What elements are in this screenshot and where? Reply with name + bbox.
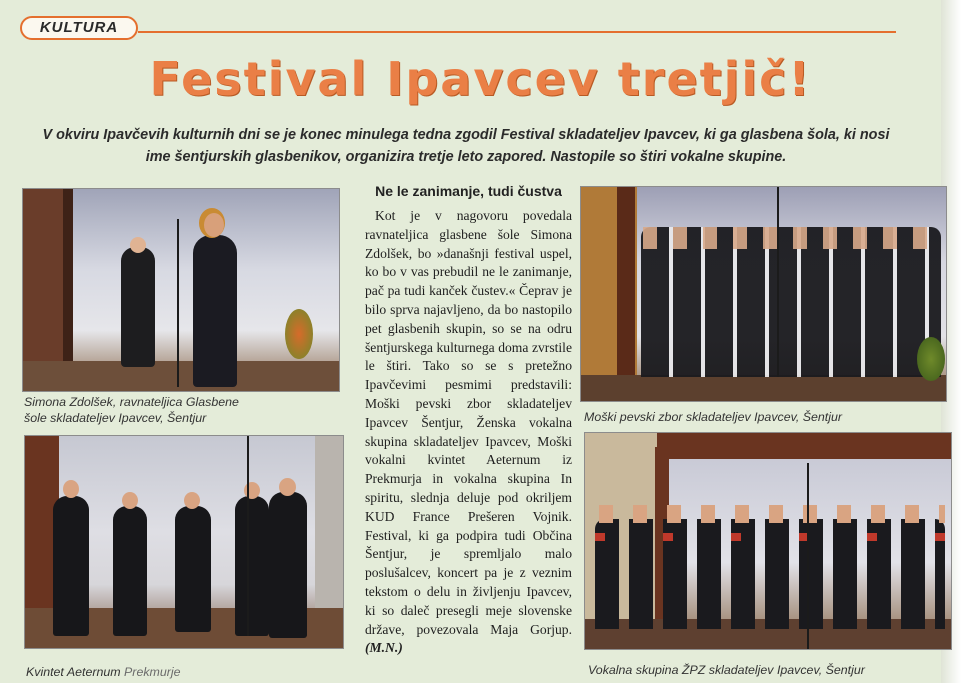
article-signature: (M.N.) (365, 640, 403, 656)
photo-quintet-caption (26, 664, 346, 680)
photo-male-choir-caption: Moški pevski zbor skladateljev Ipavcev, Šentjur (584, 410, 843, 424)
caption-line: šole skladateljev Ipavcev, Šentjur (24, 411, 207, 425)
header-rule (138, 31, 896, 33)
article-column (365, 182, 572, 658)
caption-text: Kvintet Aeternum (26, 665, 121, 679)
section-tag: KULTURA (20, 16, 138, 40)
photo-speaker-caption (24, 394, 344, 426)
headline: Festival Ipavcev tretjič! (149, 52, 812, 106)
photo-womens-choir (584, 432, 952, 650)
article-subhead: Ne le zanimanje, tudi čustva (375, 183, 562, 199)
photo-womens-choir-caption: Vokalna skupina ŽPZ skladateljev Ipavcev, Šentjur (588, 663, 865, 677)
article-body-text: Kot je v nagovoru povedala ravnateljica glasbene šole Simona Zdolšek, bo »današnji festival uspel, ko bo v vas prebudil ne le zanimanje, pač pa tudi kanček čustev.« Čeprav je bilo sprva najavljeno, da bo nastopilo pet glasbenih skupin, so se na odru šentjurskega kulturnega doma zvrstile le štiri. Tako so se s pretežno Ipavčevimi pesmimi predstavili: Moški pevski zbor skladateljev Ipavcev Šentjur, Ženska vokalna skupina skladateljev Ipavcev, Moški vokalni kvintet Aeternum iz Prekmurja in vokalna skupina In spiritu, slednja deluje pod okriljem KUD France Prešeren Vojnik. Festival, ki ga podpira tudi Občina Šentjur, je spremljalo malo poslušalcev, koncert pa je z veznim tekstom o delu in življenju Ipavcev, ki so daleč presegli meje slovenske države, povezovala Maja Gorjup. (365, 208, 572, 637)
photo-speaker (22, 188, 340, 392)
photo-male-choir (580, 186, 947, 402)
lead-paragraph: V okviru Ipavčevih kulturnih dni se je konec minulega tedna zgodil Festival skladateljev Ipavcev, ki ga glasbena šola, ki nosi ime šentjurskih glasbenikov, organizira tretje leto zapored. Nastopile so štiri vokalne skupine. (42, 127, 890, 165)
caption-line: Simona Zdolšek, ravnateljica Glasbene (24, 395, 239, 409)
caption-extra: Prekmurje (124, 665, 181, 679)
photo-quintet (24, 435, 344, 649)
article-body (365, 207, 572, 658)
